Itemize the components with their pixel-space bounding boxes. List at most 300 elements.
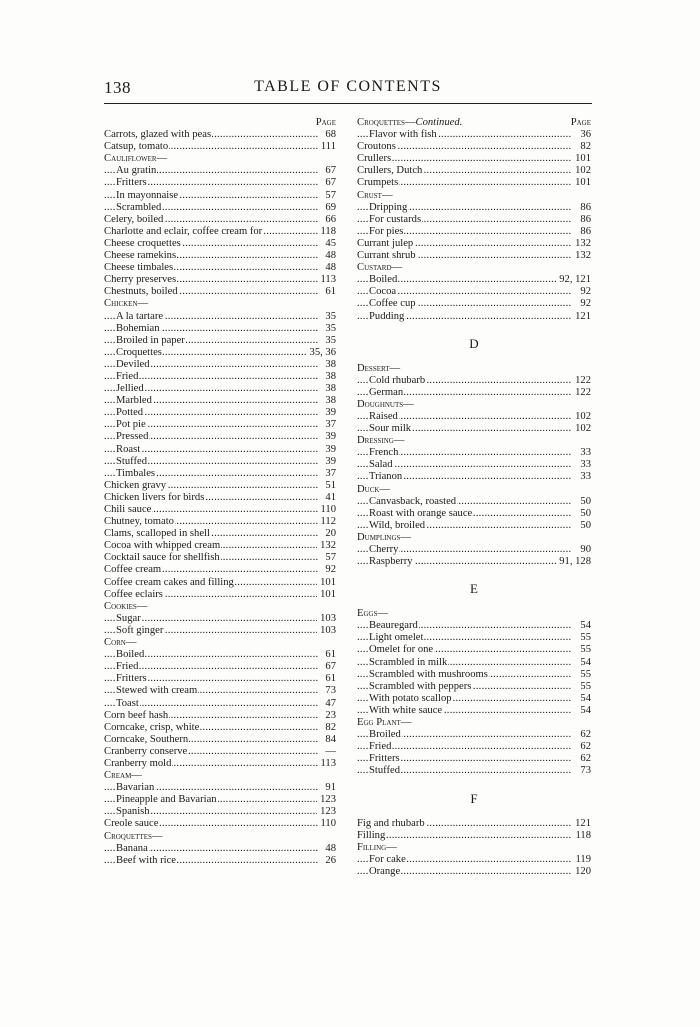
index-subentry — [357, 520, 591, 532]
entry-text: Scrambled with mushrooms — [369, 668, 488, 680]
index-subentry — [357, 866, 591, 878]
entry-page: 73 — [322, 685, 336, 697]
entry-text: Light omelet — [369, 632, 424, 644]
entry-page: 68 — [322, 129, 336, 141]
entry-text: Roast with orange sauce — [369, 507, 473, 519]
entry-page: 132 — [317, 540, 336, 552]
index-heading: Dumplings— — [357, 531, 412, 543]
index-subentry — [357, 854, 591, 866]
index-subentry — [357, 496, 591, 508]
entry-text: Dripping — [369, 201, 408, 213]
index-subentry — [357, 459, 591, 471]
index-subentry — [104, 782, 336, 794]
index-entry — [104, 238, 336, 250]
index-subentry — [357, 214, 591, 226]
entry-page: 57 — [322, 552, 336, 564]
entry-page: 110 — [318, 504, 337, 516]
index-subentry — [357, 729, 591, 741]
entry-text: Toast — [116, 697, 139, 709]
entry-page: 61 — [322, 673, 336, 685]
index-entry — [104, 528, 336, 540]
entry-page: 92 — [322, 564, 336, 576]
index-entry — [104, 734, 336, 746]
entry-text: Corn beef hash — [104, 709, 169, 721]
entry-page: 101 — [317, 589, 336, 601]
entry-page: 113 — [318, 274, 337, 286]
section-letter: D — [469, 335, 479, 351]
index-subentry — [104, 444, 336, 456]
entry-text: Trianon — [369, 471, 403, 483]
entry-page: 101 — [572, 153, 591, 165]
entry-text: Corncake, crisp, white — [104, 721, 200, 733]
entry-text: Cheese timbales — [104, 262, 174, 274]
header-rule — [104, 103, 592, 104]
entry-page: 33 — [577, 471, 591, 483]
entry-page: 55 — [577, 669, 591, 681]
entry-text: Coffee cream — [104, 564, 162, 576]
index-subentry — [104, 202, 336, 214]
entry-page: 86 — [577, 202, 591, 214]
entry-page: 39 — [322, 444, 336, 456]
index-entry — [104, 722, 336, 734]
entry-text: Filling — [357, 829, 386, 841]
entry-page: 119 — [573, 854, 592, 866]
index-entry — [104, 746, 336, 758]
index-subentry — [104, 407, 336, 419]
entry-text: Fig and rhubarb — [357, 817, 425, 829]
index-entry — [104, 129, 336, 141]
index-subentry — [357, 681, 591, 693]
entry-page: 54 — [577, 705, 591, 717]
entry-page: 61 — [322, 286, 336, 298]
index-entry — [104, 214, 336, 226]
right-column — [357, 117, 591, 878]
index-entry — [357, 153, 591, 165]
entry-text: Wild, broiled — [369, 519, 426, 531]
entry-page: 118 — [573, 830, 592, 842]
index-entry — [357, 165, 591, 177]
index-heading: Eggs— — [357, 608, 389, 620]
dot-leader — [357, 153, 591, 165]
entry-page: 33 — [577, 459, 591, 471]
entry-text: Celery, boiled — [104, 213, 164, 225]
entry-text: Chutney, tomato — [104, 516, 174, 528]
index-subentry — [104, 419, 336, 431]
entry-text: Omelet for one — [369, 644, 434, 656]
index-subentry — [104, 395, 336, 407]
entry-page: 102 — [572, 165, 591, 177]
page-label: Page — [570, 117, 591, 128]
entry-text: Beauregard — [369, 620, 418, 632]
entry-page: 132 — [572, 250, 591, 262]
entry-page: 37 — [322, 419, 336, 431]
index-heading: Dessert— — [357, 362, 401, 374]
entry-page: 67 — [322, 177, 336, 189]
entry-text: Scrambled with peppers — [369, 680, 472, 692]
entry-text: Boiled — [369, 274, 398, 286]
index-subentry — [357, 705, 591, 717]
index-subentry — [104, 685, 336, 697]
entry-text: Cheese croquettes — [104, 237, 181, 249]
index-subentry — [357, 508, 591, 520]
entry-text: Banana — [116, 842, 148, 854]
entry-text: Salad — [369, 459, 393, 471]
index-subentry — [357, 411, 591, 423]
left-column — [104, 117, 336, 867]
entry-text: A la tartare — [116, 310, 164, 322]
index-heading: Filling— — [357, 841, 397, 853]
entry-page: 37 — [322, 468, 336, 480]
index-subentry — [104, 468, 336, 480]
entry-page: 113 — [318, 758, 337, 770]
entry-text: Crullers — [357, 153, 392, 165]
index-entry — [104, 577, 336, 589]
index-entry — [104, 141, 336, 153]
entry-page: 110 — [318, 818, 337, 830]
entry-page: 33 — [577, 447, 591, 459]
index-entry — [357, 141, 591, 153]
index-subentry — [104, 323, 336, 335]
index-subentry — [104, 347, 336, 359]
entry-text: Carrots, glazed with peas — [104, 129, 212, 141]
index-subentry — [104, 190, 336, 202]
index-subentry — [104, 177, 336, 189]
entry-page: 103 — [317, 613, 336, 625]
index-subentry — [104, 613, 336, 625]
index-subentry — [357, 753, 591, 765]
index-subentry — [104, 359, 336, 371]
entry-text: Cocktail sauce for shellfish — [104, 552, 220, 564]
entry-page: 69 — [322, 202, 336, 214]
index-entry — [104, 564, 336, 576]
index-subentry — [104, 311, 336, 323]
entry-page: 102 — [572, 411, 591, 423]
entry-page: 50 — [577, 508, 591, 520]
entry-text: Clams, scalloped in shell — [104, 528, 210, 540]
entry-text: Charlotte and eclair, coffee cream for — [104, 225, 263, 237]
entry-text: Deviled — [116, 358, 150, 370]
index-subentry — [357, 311, 591, 323]
entry-page: 54 — [577, 693, 591, 705]
entry-page: 123 — [317, 806, 336, 818]
entry-page: 39 — [322, 431, 336, 443]
entry-text: Fritters — [369, 753, 400, 765]
entry-text: Chili sauce — [104, 504, 152, 515]
entry-text: With potato scallop — [369, 692, 452, 704]
entry-text: With white sauce — [369, 704, 443, 716]
entry-text: German — [369, 386, 404, 398]
entry-text: Coffee cup — [369, 298, 416, 310]
page-header — [104, 78, 592, 100]
index-entry — [357, 250, 591, 262]
entry-page: 122 — [572, 387, 591, 399]
entry-page: 55 — [577, 632, 591, 644]
entry-text: Fritters — [116, 673, 147, 685]
index-subentry — [104, 456, 336, 468]
entry-text: Scrambled in milk — [369, 656, 448, 668]
index-entry — [357, 238, 591, 250]
entry-page: 48 — [322, 843, 336, 855]
entry-page: 92 — [577, 298, 591, 310]
entry-text: Flavor with fish — [369, 129, 437, 141]
index-heading: Custard— — [357, 262, 403, 274]
index-subentry — [357, 447, 591, 459]
index-subentry — [104, 383, 336, 395]
entry-text: Pressed — [116, 431, 149, 443]
entry-text: Fried — [116, 370, 139, 382]
entry-text: Scrambled — [116, 201, 162, 213]
entry-page: 86 — [577, 214, 591, 226]
entry-page: 55 — [577, 681, 591, 693]
left-entry-list — [104, 129, 336, 867]
entry-text: Coffee cream cakes and filling — [104, 576, 234, 588]
index-entry — [104, 516, 336, 528]
entry-text: Raspberry — [369, 556, 413, 568]
entry-page: 35 — [322, 323, 336, 335]
entry-text: Coffee eclairs — [104, 588, 163, 600]
index-subentry — [104, 661, 336, 673]
entry-page: 62 — [577, 753, 591, 765]
entry-page: 118 — [318, 226, 337, 238]
index-subentry — [104, 698, 336, 710]
entry-page: 38 — [322, 359, 336, 371]
index-entry — [104, 480, 336, 492]
entry-text: Cranberry conserve — [104, 745, 188, 757]
index-entry — [357, 177, 591, 189]
entry-text: Chestnuts, boiled — [104, 286, 178, 298]
index-heading: Corn— — [104, 637, 137, 649]
entry-page: 41 — [322, 492, 336, 504]
index-subentry — [357, 669, 591, 681]
entry-text: Bavarian — [116, 782, 155, 794]
index-subentry — [357, 620, 591, 632]
index-subentry — [357, 544, 591, 556]
index-subentry — [357, 387, 591, 399]
entry-page: 38 — [322, 371, 336, 383]
entry-text: Canvasback, roasted — [369, 495, 457, 507]
entry-text: Chicken livers for birds — [104, 491, 205, 503]
entry-page: 23 — [322, 710, 336, 722]
entry-text: Cocoa — [369, 286, 397, 298]
entry-text: Cheese ramekins — [104, 250, 177, 262]
entry-page: 120 — [572, 866, 591, 878]
entry-page: 36 — [577, 129, 591, 141]
index-heading: Crust— — [357, 189, 393, 201]
entry-text: Timbales — [116, 467, 156, 479]
entry-text: Cocoa with whipped cream — [104, 540, 221, 552]
entry-page: 91, 128 — [556, 556, 591, 568]
entry-text: Cold rhubarb — [369, 374, 426, 386]
index-subentry — [357, 286, 591, 298]
entry-page: 48 — [322, 262, 336, 274]
index-entry — [104, 262, 336, 274]
entry-page: 121 — [572, 311, 591, 323]
entry-page: 39 — [322, 407, 336, 419]
entry-text: Catsup, tomato — [104, 141, 169, 153]
entry-page: 101 — [572, 177, 591, 189]
entry-page: 82 — [322, 722, 336, 734]
entry-text: Bohemian — [116, 322, 160, 334]
index-heading: Cauliflower— — [104, 153, 168, 165]
index-subentry — [357, 423, 591, 435]
entry-text: Potted — [116, 407, 144, 419]
entry-text: French — [369, 447, 399, 459]
dot-leader — [357, 741, 591, 753]
entry-page: 62 — [577, 741, 591, 753]
entry-text: Orange — [369, 865, 401, 877]
index-subentry — [357, 129, 591, 141]
entry-text: Currant shrub — [357, 250, 416, 262]
index-subentry — [104, 806, 336, 818]
entry-page: 61 — [322, 649, 336, 661]
entry-page: 67 — [322, 661, 336, 673]
entry-text: Spanish — [116, 806, 150, 818]
index-subentry — [104, 335, 336, 347]
entry-page: 55 — [577, 644, 591, 656]
index-entry — [104, 540, 336, 552]
entry-page: 47 — [322, 698, 336, 710]
entry-page: 92, 121 — [556, 274, 591, 286]
entry-text: Sour milk — [369, 423, 412, 435]
index-heading: Dressing— — [357, 435, 405, 447]
entry-text: Raised — [369, 410, 398, 422]
index-entry — [104, 710, 336, 722]
index-heading: Cream— — [104, 770, 142, 782]
index-entry — [104, 250, 336, 262]
entry-text: Stuffed — [116, 455, 147, 467]
entry-text: Roast — [116, 443, 141, 455]
index-subentry — [104, 371, 336, 383]
index-heading: Croquettes— — [104, 830, 163, 842]
entry-text: Beef with rice — [116, 854, 177, 866]
page-number: 138 — [104, 78, 131, 97]
index-heading: Egg Plant— — [357, 717, 412, 729]
index-subentry — [357, 274, 591, 286]
entry-page: 112 — [318, 516, 337, 528]
entry-text: Crumpets — [357, 177, 399, 189]
entry-text: Au gratin — [116, 165, 157, 177]
continued-heading: Croquettes— — [357, 117, 416, 128]
entry-text: Cherry — [369, 544, 399, 555]
index-entry — [104, 818, 336, 830]
entry-text: For pies — [369, 225, 404, 237]
entry-text: Chicken gravy — [104, 479, 167, 491]
entry-text: Soft ginger — [116, 624, 164, 636]
index-subentry — [357, 741, 591, 753]
entry-text: Fried — [116, 661, 139, 673]
entry-text: Sugar — [116, 612, 141, 624]
entry-text: Croquettes — [116, 346, 162, 358]
entry-page: 35 — [322, 335, 336, 347]
index-subentry — [104, 649, 336, 661]
entry-text: Pudding — [369, 310, 405, 322]
entry-page: 121 — [572, 818, 591, 830]
index-subentry — [357, 226, 591, 238]
section-letter: F — [470, 790, 478, 806]
index-heading: Cookies— — [104, 600, 148, 612]
entry-page: 90 — [577, 544, 591, 556]
entry-text: Jellied — [116, 383, 144, 395]
index-subentry — [357, 298, 591, 310]
entry-page: 50 — [577, 496, 591, 508]
entry-page: 35 — [322, 311, 336, 323]
entry-text: Pot pie — [116, 419, 146, 431]
entry-page: 50 — [577, 520, 591, 532]
entry-page: 122 — [572, 375, 591, 387]
index-subentry — [357, 632, 591, 644]
index-subentry — [357, 375, 591, 387]
left-page-label-row — [104, 117, 336, 129]
entry-page: 38 — [322, 383, 336, 395]
index-heading: Chicken— — [104, 298, 149, 310]
entry-text: Broiled in paper — [116, 334, 185, 346]
entry-text: Marbled — [116, 395, 152, 407]
index-subentry — [104, 843, 336, 855]
index-subentry — [357, 202, 591, 214]
entry-text: Broiled — [369, 729, 401, 741]
index-entry — [357, 818, 591, 830]
index-subentry — [104, 855, 336, 867]
entry-text: Crullers, Dutch — [357, 165, 423, 177]
running-title: TABLE OF CONTENTS — [254, 78, 442, 95]
page-label: Page — [315, 117, 336, 128]
index-entry — [104, 552, 336, 564]
entry-page: 73 — [577, 765, 591, 777]
entry-text: Fried — [369, 741, 392, 753]
entry-text: Stuffed — [369, 765, 400, 777]
entry-page: 132 — [572, 238, 591, 250]
index-entry — [104, 226, 336, 238]
entry-page: 82 — [577, 141, 591, 153]
index-subentry — [357, 644, 591, 656]
entry-page: 91 — [322, 782, 336, 794]
entry-page: 26 — [322, 855, 336, 867]
entry-page: 54 — [577, 657, 591, 669]
entry-text: In mayonnaise — [116, 189, 179, 201]
entry-page: 123 — [317, 794, 336, 806]
entry-page: 111 — [318, 141, 336, 153]
index-subentry — [357, 657, 591, 669]
entry-text: For cake — [369, 853, 406, 865]
entry-page: 48 — [322, 250, 336, 262]
entry-text: Fritters — [116, 177, 147, 189]
index-entry — [104, 286, 336, 298]
entry-text: Pineapple and Bavarian — [116, 794, 217, 806]
section-letter: E — [470, 581, 478, 597]
index-subentry — [357, 765, 591, 777]
index-subentry — [104, 794, 336, 806]
index-entry — [104, 492, 336, 504]
entry-page: 102 — [572, 423, 591, 435]
entry-page: 67 — [322, 165, 336, 177]
entry-page: 62 — [577, 729, 591, 741]
index-subentry — [104, 165, 336, 177]
right-entry-list — [357, 129, 591, 878]
index-subentry — [357, 471, 591, 483]
entry-text: For custards — [369, 213, 422, 225]
entry-page: 51 — [322, 480, 336, 492]
dot-leader — [357, 830, 591, 842]
entry-page: 20 — [322, 528, 336, 540]
entry-text: Boiled — [116, 649, 145, 661]
entry-page: 54 — [577, 620, 591, 632]
entry-page: 39 — [322, 456, 336, 468]
entry-page: 66 — [322, 214, 336, 226]
index-heading: Duck— — [357, 483, 391, 495]
index-subentry — [357, 556, 591, 568]
index-subentry — [104, 673, 336, 685]
index-subentry — [104, 625, 336, 637]
